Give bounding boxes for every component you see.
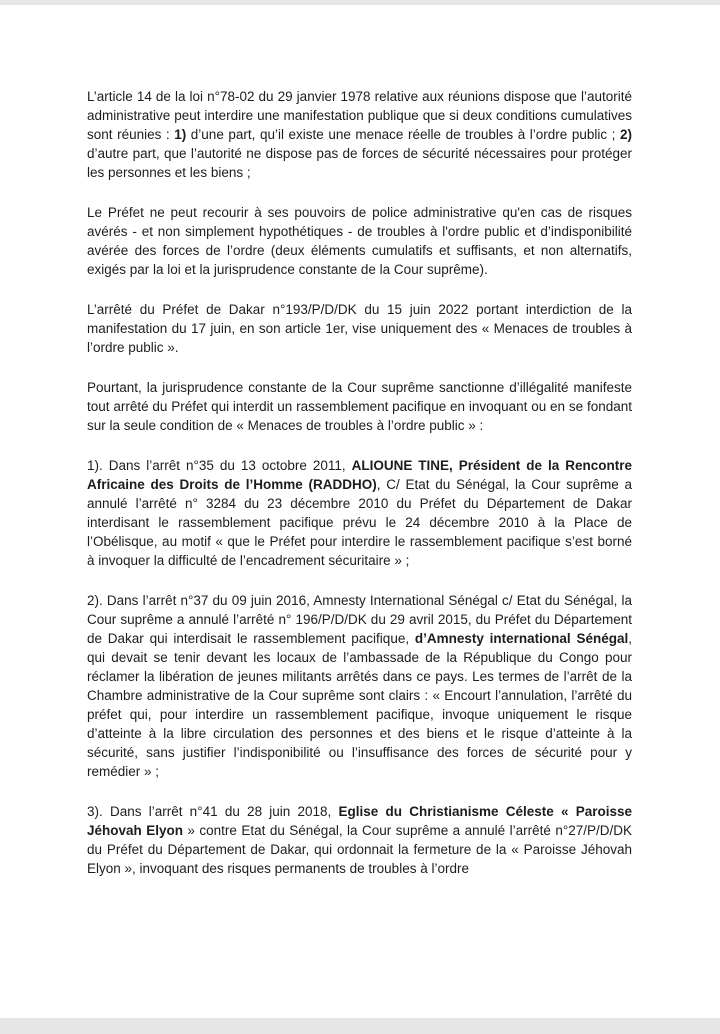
document-page: [87, 87, 632, 899]
bold-run-case-name: ALIOUNE TINE, Président de la Rencontre Africaine des Droits de l’Homme (RADDHO): [87, 458, 632, 492]
paragraph-prefect-powers: [87, 203, 632, 279]
bold-run: 2): [620, 127, 633, 142]
case-item-3-eglise: [87, 802, 632, 878]
bold-run-case-name: Eglise du Christianisme Céleste « Paroisse Jéhovah Elyon: [87, 804, 632, 838]
paragraph-intro-law: [87, 87, 632, 182]
case-item-2-amnesty: [87, 591, 632, 781]
case-item-1-raddho: [87, 456, 632, 570]
text-run: 1). Dans l’arrêt n°35 du 13 octobre 2011,: [87, 458, 352, 473]
text-run: , qui devait se tenir devant les locaux de l’ambassade de la République du Congo pour réclamer la libération de jeunes militants arrêtés dans ce pays. Les termes de l’arrêt de la Chambre administrative de la Cour suprême sont clairs : « Encourt l’annulation, l’arrêté du préfet qui, pour interdire un rassemblement pacifique, invoque uniquement le risque d’atteinte à la libre circulation des personnes et des biens et le risque d’atteinte à la sécurité, sans justifier l’indisponibilité ou l’insuffisance des forces de sécurité pour y remédier » ;: [87, 631, 632, 779]
text-run: » contre Etat du Sénégal, la Cour suprême a annulé l’arrêté n°27/P/D/DK du Préfet du Département de Dakar, qui ordonnait la fermeture de la « Paroisse Jéhovah Elyon », invoquant des risques permanents de troubles à l’ordre: [87, 823, 632, 876]
text-run: Le Préfet ne peut recourir à ses pouvoirs de police administrative qu'en cas de risques avérés - et non simplement hypothétiques - de troubles à l'ordre public et d’indisponibilité avérée des forces de l’ordre (deux éléments cumulatifs et suffisants, et non alternatifs, exigés par la loi et la jurisprudence constante de la Cour suprême).: [87, 205, 632, 277]
paragraph-arrete-193: [87, 300, 632, 357]
text-run: d’autre part, que l’autorité ne dispose pas de forces de sécurité nécessaires pour protéger les personnes et les biens ;: [87, 146, 632, 180]
bold-run: 1): [174, 127, 187, 142]
bold-run-case-name: d’Amnesty international Sénégal: [414, 631, 629, 646]
text-run: L’arrêté du Préfet de Dakar n°193/P/D/DK du 15 juin 2022 portant interdiction de la manifestation du 17 juin, en son article 1er, vise uniquement des « Menaces de troubles à l’ordre public ».: [87, 302, 632, 355]
text-run: L’article 14 de la loi n°78-02 du 29 janvier 1978 relative aux réunions dispose que l’autorité administrative peut interdire une manifestation publique que si deux conditions cumulatives sont réunies :: [87, 89, 632, 142]
text-run: d’une part, qu’il existe une menace réelle de troubles à l’ordre public ;: [186, 127, 620, 142]
text-run: 3). Dans l’arrêt n°41 du 28 juin 2018,: [87, 804, 339, 819]
viewer-gap-top: [0, 0, 720, 5]
viewer-gap-bottom: [0, 1018, 720, 1034]
text-run: Pourtant, la jurisprudence constante de la Cour suprême sanctionne d’illégalité manifeste tout arrêté du Préfet qui interdit un rassemblement pacifique en invoquant ou en se fondant sur la seule condition de « Menaces de troubles à l’ordre public » :: [87, 380, 632, 433]
paragraph-jurisprudence-intro: [87, 378, 632, 435]
text-run: , C/ Etat du Sénégal, la Cour suprême a annulé l’arrêté n° 3284 du 23 décembre 2010 du Préfet du Département de Dakar interdisant le rassemblement pacifique prévu le 24 décembre 2010 à la Place de l’Obélisque, au motif « que le Préfet pour interdire le rassemblement pacifique s’est borné à invoquer la difficulté de l’encadrement sécuritaire » ;: [87, 477, 633, 568]
text-run: 2). Dans l’arrêt n°37 du 09 juin 2016, Amnesty International Sénégal c/ Etat du Sénégal, la Cour suprême a annulé l’arrêté n° 196/P/D/DK du 29 avril 2015, du Préfet du Département de Dakar qui interdisait le rassemblement pacifique,: [87, 593, 632, 646]
